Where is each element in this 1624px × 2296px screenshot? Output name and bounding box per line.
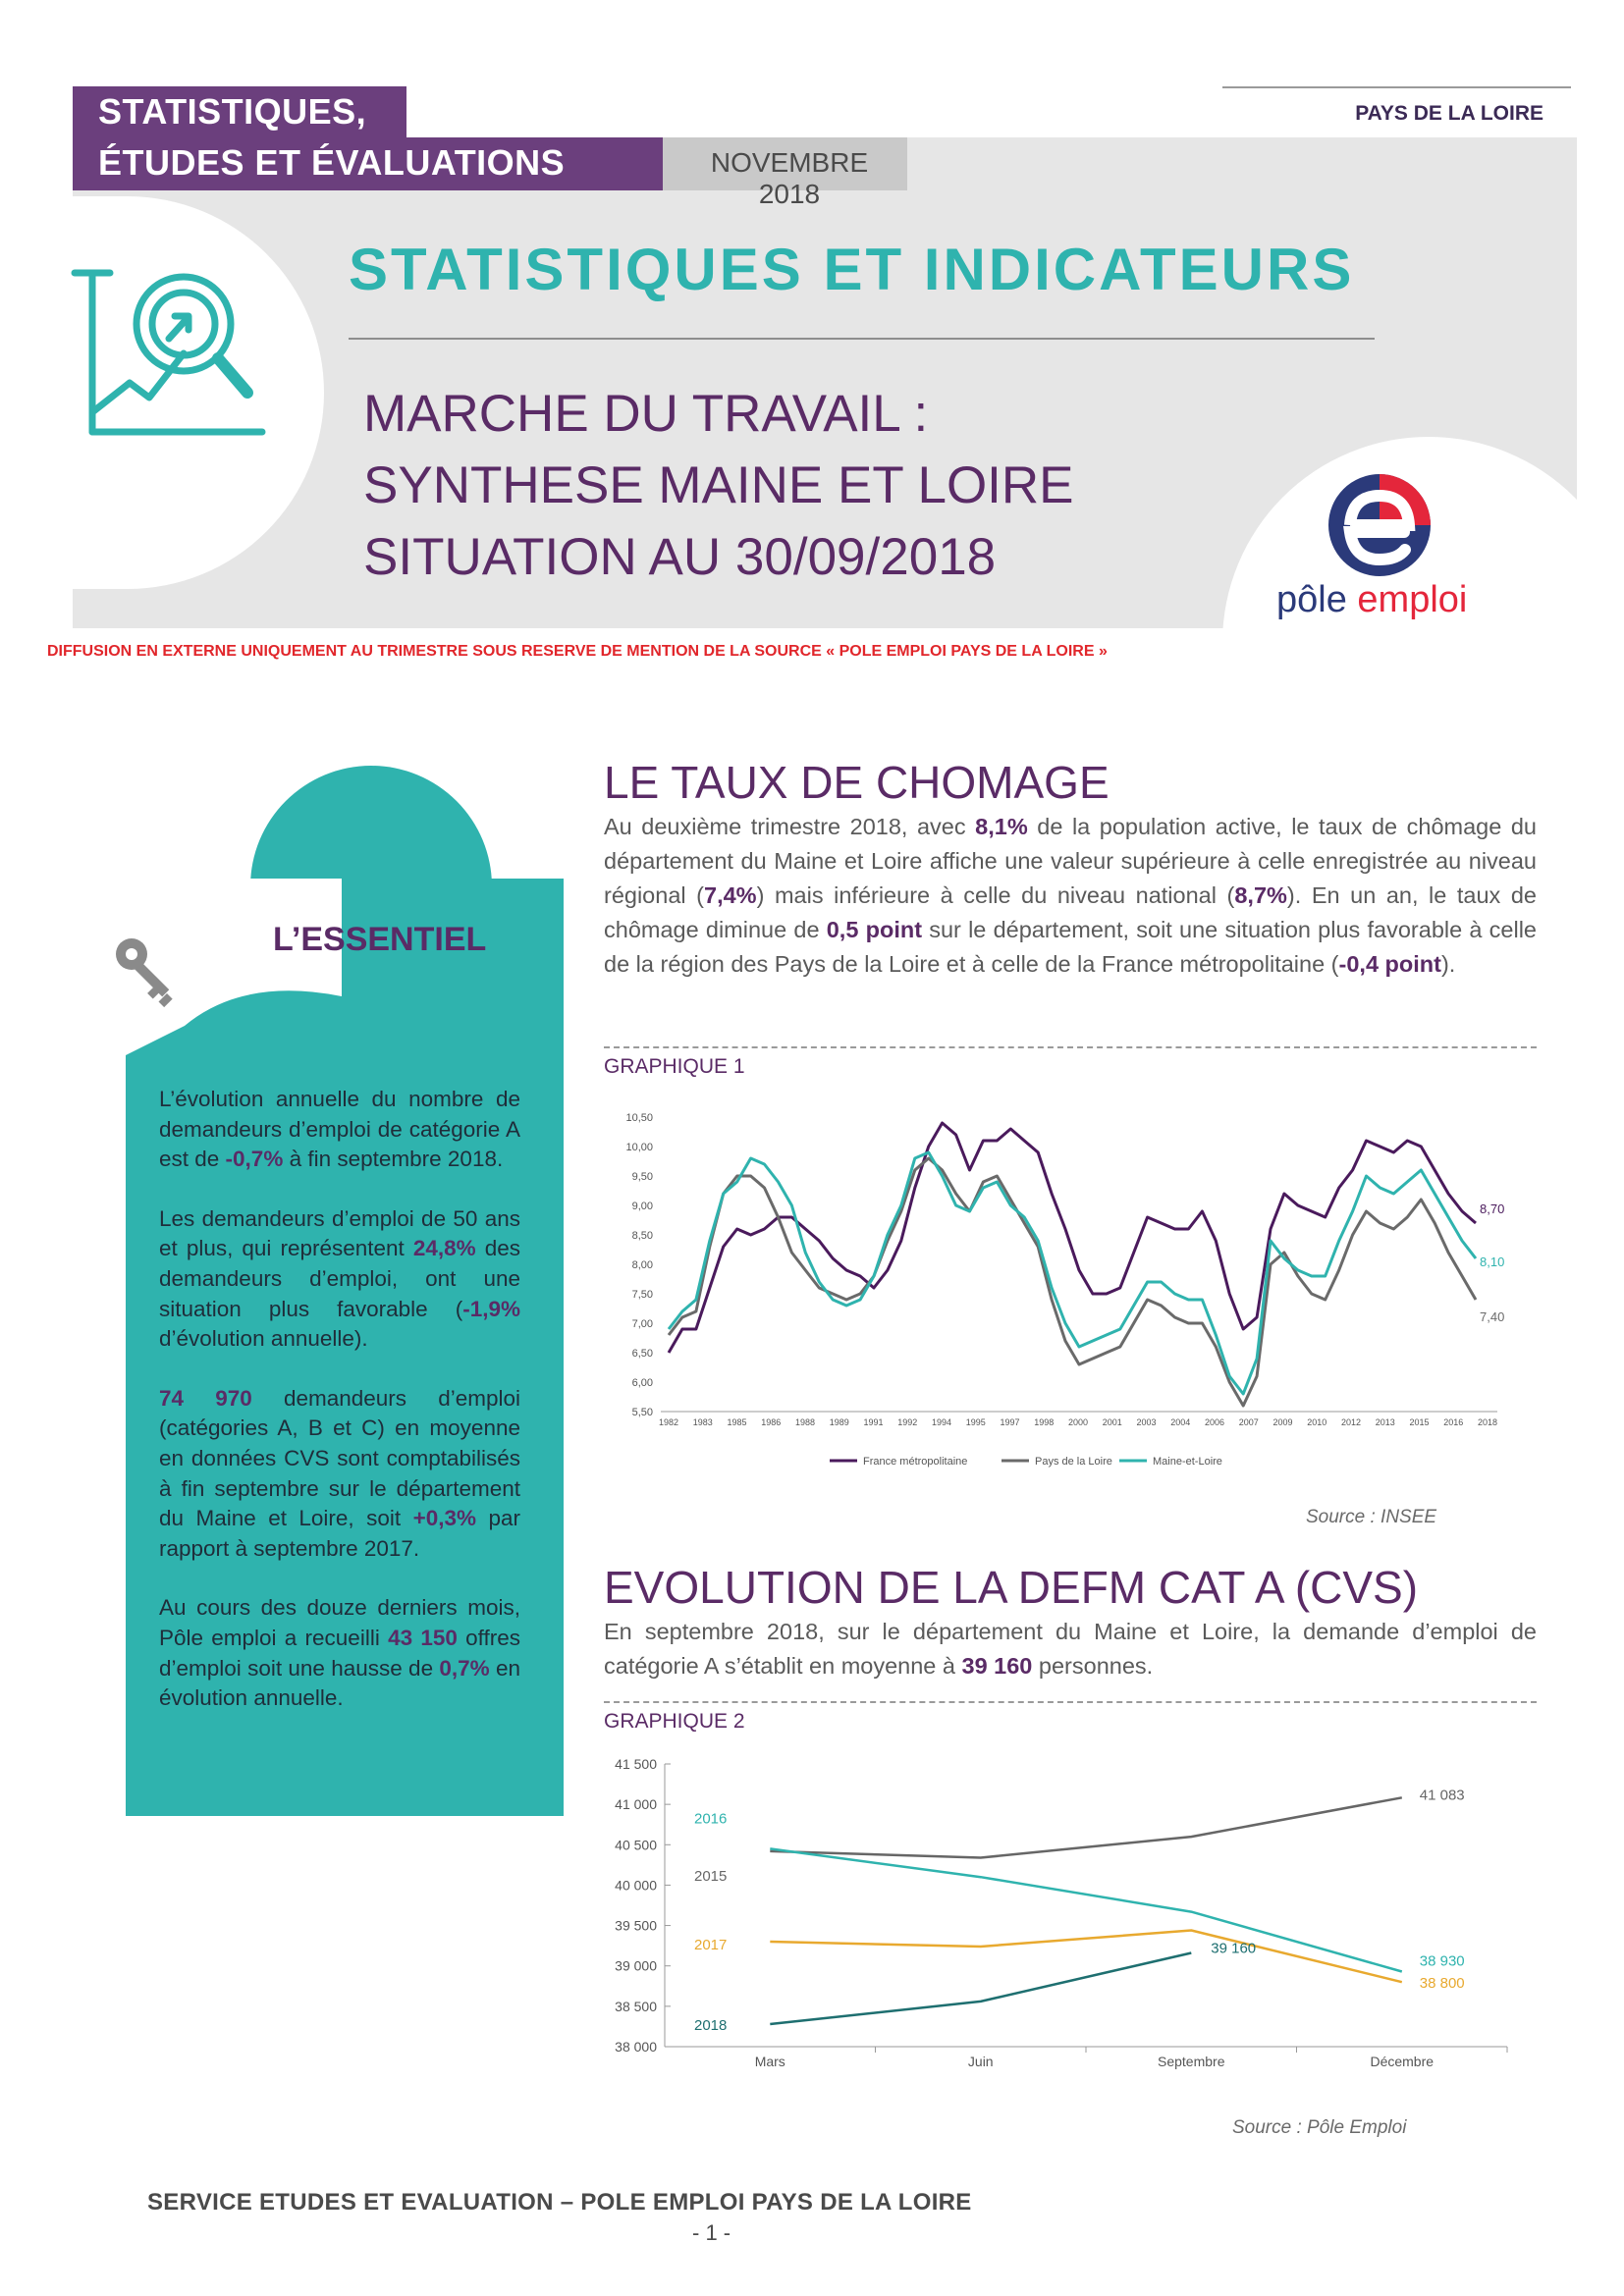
x-tick-label: 2003 — [1136, 1417, 1157, 1427]
statistics-magnifier-icon — [71, 265, 267, 442]
subtitle-line: SITUATION AU 30/09/2018 — [363, 528, 997, 586]
footer-service: SERVICE ETUDES ET EVALUATION – POLE EMPLOI PAYS DE LA LOIRE — [147, 2189, 972, 2216]
page-number: - 1 - — [692, 2220, 731, 2245]
y-tick-label: 5,50 — [631, 1407, 653, 1418]
x-tick-label: 1988 — [794, 1417, 816, 1427]
series-name-label: 2016 — [694, 1810, 728, 1828]
essentiel-header-cutout — [126, 879, 564, 1055]
chomage-paragraph: Au deuxième trimestre 2018, avec 8,1% de la population active, le taux de chômage du département du Maine et Loire affiche une valeur supérieure à celle enregistrée au niveau régional (7,4%) mais inférieure à celle du niveau national (8,7%). En un an, le taux de chômage diminue de 0,5 point sur le département, soit une situation plus favorable à celle de la région des Pays de la Loire et à celle de la France métropolitaine (-0,4 point). — [604, 814, 1537, 977]
essentiel-text — [159, 1085, 520, 1743]
y-tick-label: 38 500 — [615, 1998, 657, 2014]
x-tick-label: 1997 — [1000, 1417, 1020, 1427]
x-tick-label: 2001 — [1102, 1417, 1122, 1427]
essentiel-paragraph: 74 970 demandeurs d’emploi (catégories A, B et C) en moyenne en données CVS sont comptabilisés à fin septembre sur le département du Maine et Loire, soit +0,3% par rapport à septembre 2017. — [159, 1385, 521, 1561]
series-line — [669, 1152, 1476, 1394]
x-tick-label: Septembre — [1158, 2054, 1225, 2069]
x-tick-label: 1992 — [897, 1417, 918, 1427]
x-tick-label: 2018 — [1477, 1417, 1498, 1427]
essentiel-title: L’ESSENTIEL — [273, 921, 487, 958]
x-tick-label: 2004 — [1170, 1417, 1191, 1427]
series-line — [770, 1931, 1402, 1983]
series-name-label: 2015 — [694, 1867, 728, 1885]
x-tick-label: Mars — [754, 2054, 785, 2069]
essentiel-paragraph: L’évolution annuelle du nombre de demandeurs d’emploi de catégorie A est de -0,7% à fin septembre 2018. — [159, 1087, 520, 1172]
graph1-rule — [604, 1046, 1537, 1048]
data-label: 41 083 — [1419, 1787, 1465, 1804]
diffusion-notice: DIFFUSION EN EXTERNE UNIQUEMENT AU TRIMESTRE SOUS RESERVE DE MENTION DE LA SOURCE « POLE EMPLOI PAYS DE LA LOIRE » — [47, 643, 1108, 660]
x-tick-label: 2009 — [1272, 1417, 1293, 1427]
logo-wordmark — [1276, 579, 1467, 621]
y-tick-label: 41 000 — [615, 1796, 657, 1813]
y-tick-label: 8,00 — [631, 1259, 653, 1271]
publication-date: NOVEMBRE 2018 — [710, 147, 869, 209]
title-rule — [349, 338, 1375, 340]
series-line — [770, 1953, 1191, 2025]
essentiel-paragraph: Les demandeurs d’emploi de 50 ans et plus, qui représentent 24,8% des demandeurs d’emploi, ont une situation plus favorable (-1,9% d’évolution annuelle). — [159, 1205, 520, 1352]
x-tick-label: 2013 — [1375, 1417, 1395, 1427]
y-tick-label: 39 000 — [615, 1957, 657, 1974]
subtitle-line: SYNTHESE MAINE ET LOIRE — [363, 456, 1074, 514]
y-tick-label: 6,00 — [631, 1377, 653, 1389]
publication-series-line1: STATISTIQUES, — [98, 91, 367, 132]
y-tick-label: 7,50 — [631, 1289, 653, 1301]
y-tick-label: 10,00 — [625, 1142, 653, 1153]
series-end-label: 8,10 — [1480, 1255, 1505, 1269]
data-label: 39 160 — [1211, 1940, 1257, 1957]
subtitle-line: MARCHE DU TRAVAIL : — [363, 385, 929, 443]
y-tick-label: 41 500 — [615, 1756, 657, 1772]
region-rule — [1222, 86, 1571, 88]
data-label: 38 800 — [1419, 1975, 1465, 1993]
logo-word-pole: pôle — [1276, 579, 1347, 620]
graph2-source: Source : Pôle Emploi — [1232, 2117, 1407, 2138]
series-line — [669, 1123, 1476, 1353]
y-tick-label: 10,50 — [625, 1112, 653, 1124]
graph1-source: Source : INSEE — [1306, 1507, 1437, 1527]
y-tick-label: 38 000 — [615, 2039, 657, 2055]
legend-label: Pays de la Loire — [1035, 1456, 1112, 1468]
report-subtitle — [363, 378, 1074, 593]
graph1-label: GRAPHIQUE 1 — [604, 1055, 745, 1078]
graph2-rule — [604, 1701, 1537, 1703]
section-title-chomage: LE TAUX DE CHOMAGE — [604, 757, 1110, 808]
x-tick-label: Juin — [967, 2054, 994, 2069]
y-tick-label: 6,50 — [631, 1348, 653, 1360]
series-line — [770, 1797, 1402, 1857]
x-tick-label: 1983 — [692, 1417, 713, 1427]
x-tick-label: 2007 — [1238, 1417, 1259, 1427]
legend-label: France métropolitaine — [863, 1456, 968, 1468]
y-tick-label: 9,50 — [631, 1171, 653, 1183]
x-tick-label: 2012 — [1340, 1417, 1362, 1427]
series-name-label: 2018 — [694, 2016, 728, 2034]
series-line — [770, 1848, 1402, 1971]
series-end-label: 7,40 — [1480, 1309, 1505, 1324]
y-tick-label: 7,00 — [631, 1318, 653, 1330]
series-name-label: 2017 — [694, 1937, 728, 1954]
defm-evolution-chart — [604, 1752, 1537, 2091]
x-tick-label: 2015 — [1409, 1417, 1430, 1427]
series-line — [669, 1158, 1476, 1406]
data-label: 38 930 — [1419, 1952, 1465, 1970]
y-tick-label: 8,50 — [631, 1230, 653, 1242]
main-title: STATISTIQUES ET INDICATEURS — [349, 237, 1355, 302]
logo-word-emploi: emploi — [1357, 579, 1468, 620]
section-title-defm: EVOLUTION DE LA DEFM CAT A (CVS) — [604, 1562, 1419, 1613]
publication-series-line2: ÉTUDES ET ÉVALUATIONS — [98, 142, 566, 183]
x-tick-label: 2006 — [1204, 1417, 1225, 1427]
unemployment-rate-chart — [604, 1099, 1537, 1482]
legend-label: Maine-et-Loire — [1153, 1456, 1222, 1468]
graph2-label: GRAPHIQUE 2 — [604, 1710, 745, 1733]
x-tick-label: 1982 — [658, 1417, 679, 1427]
x-tick-label: 1994 — [931, 1417, 952, 1427]
defm-paragraph: En septembre 2018, sur le département du Maine et Loire, la demande d’emploi de catégorie A s’établit en moyenne à 39 160 personnes. — [604, 1619, 1537, 1679]
x-tick-label: 1989 — [829, 1417, 849, 1427]
x-tick-label: 2016 — [1443, 1417, 1464, 1427]
series-end-label: 8,70 — [1480, 1201, 1505, 1216]
x-tick-label: 2000 — [1067, 1417, 1089, 1427]
x-tick-label: 1998 — [1034, 1417, 1055, 1427]
x-tick-label: 1995 — [965, 1417, 986, 1427]
y-tick-label: 39 500 — [615, 1917, 657, 1934]
y-tick-label: 40 000 — [615, 1877, 657, 1894]
y-tick-label: 40 500 — [615, 1837, 657, 1853]
x-tick-label: Décembre — [1370, 2054, 1435, 2069]
region-label: PAYS DE LA LOIRE — [1355, 102, 1543, 125]
x-tick-label: 1985 — [727, 1417, 747, 1427]
key-icon — [110, 933, 189, 1011]
x-tick-label: 2010 — [1307, 1417, 1327, 1427]
essentiel-paragraph: Au cours des douze derniers mois, Pôle emploi a recueilli 43 150 offres d’emploi soit une hausse de 0,7% en évolution annuelle. — [159, 1595, 521, 1711]
y-tick-label: 9,00 — [631, 1201, 653, 1212]
x-tick-label: 1986 — [761, 1417, 782, 1427]
x-tick-label: 1991 — [863, 1417, 884, 1427]
